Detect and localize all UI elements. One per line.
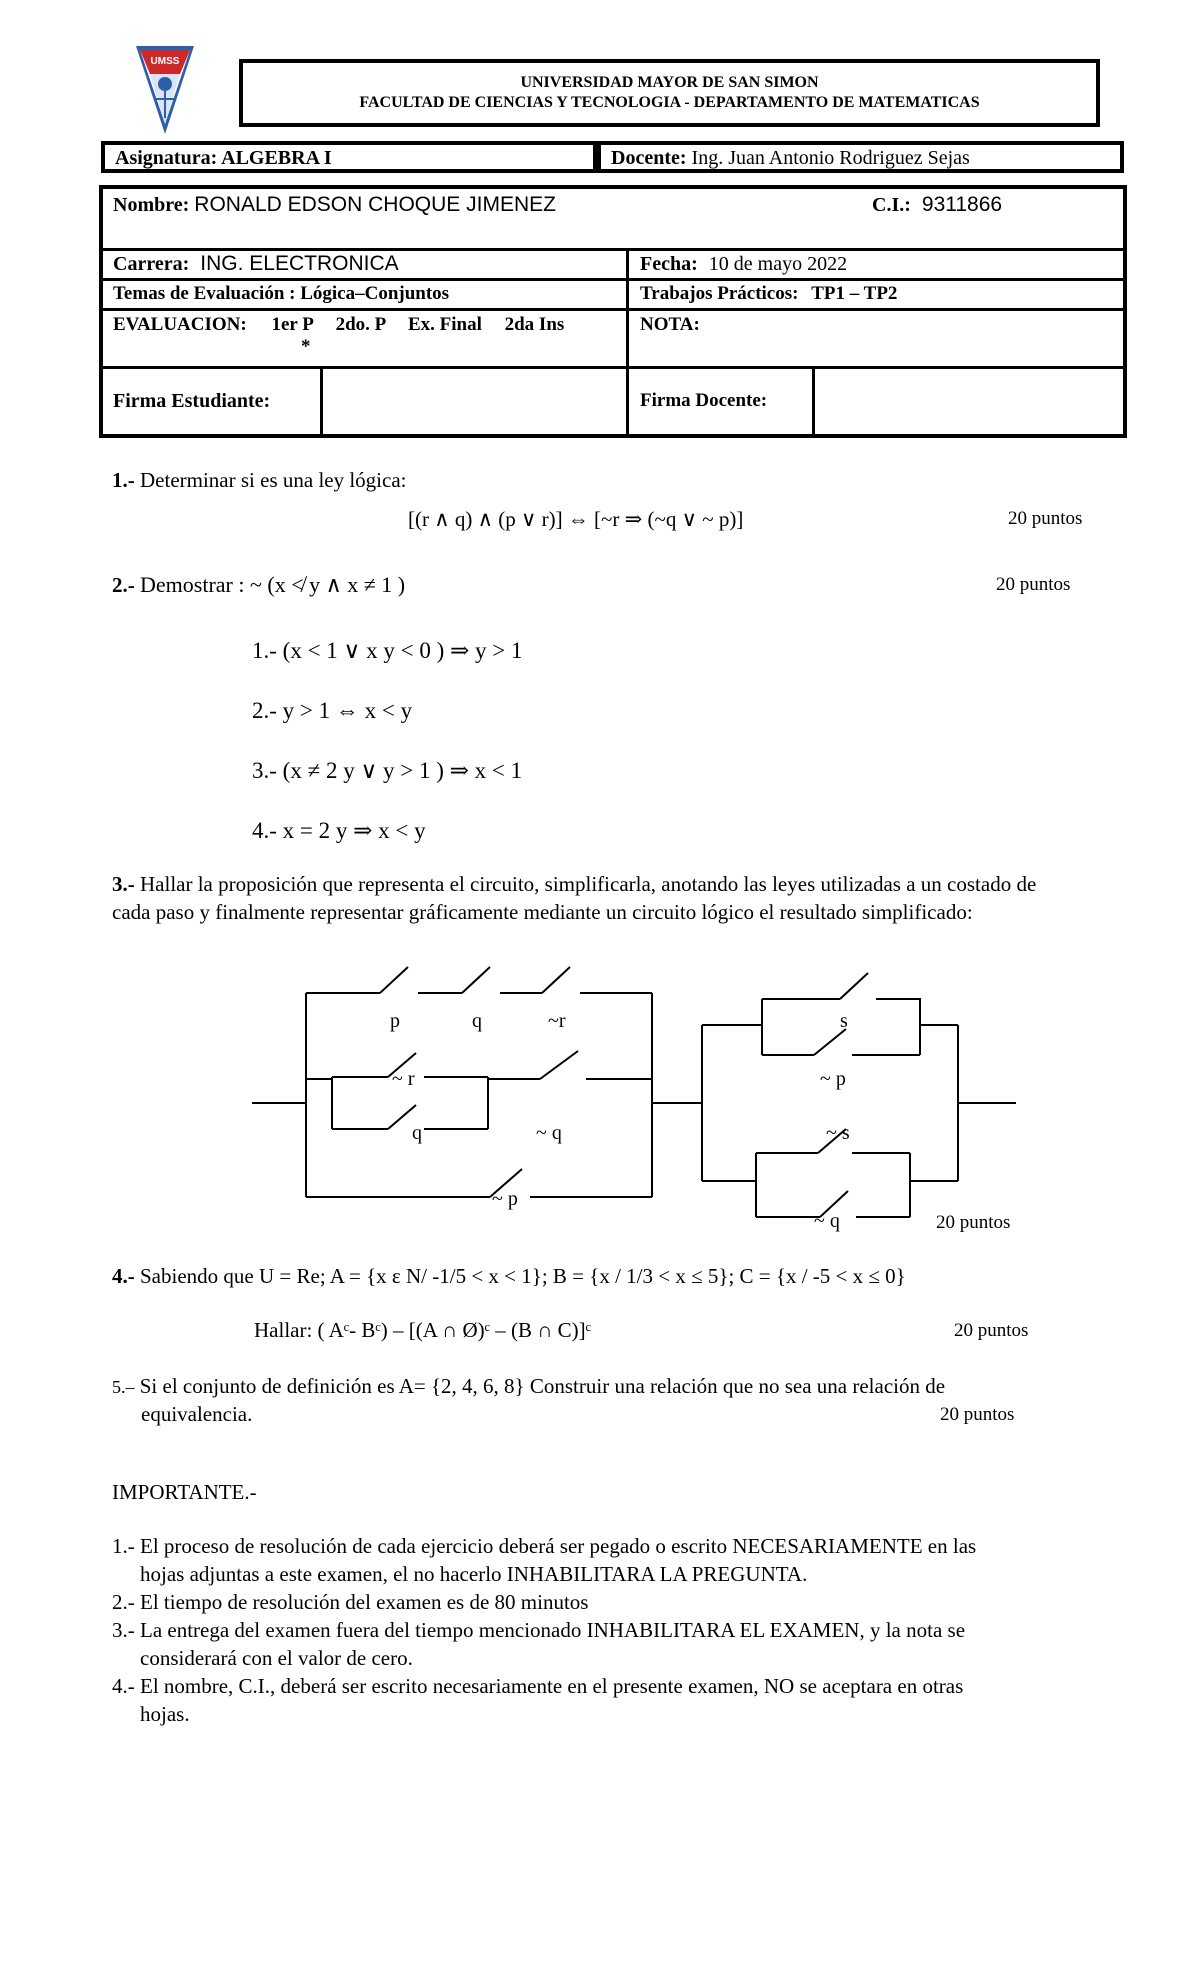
practicals-value: TP1 – TP2 xyxy=(811,283,898,304)
evaluation-row xyxy=(113,314,564,336)
question-text: Demostrar : ~ (x ≮ y ∧ x ≠ 1 ) xyxy=(140,572,406,597)
premise-3: 3.- (x ≠ 2 y ∨ y > 1 ) ⇒ x < 1 xyxy=(252,758,523,783)
important-list xyxy=(112,1532,1112,1728)
circuit-label: ~ s xyxy=(826,1122,850,1144)
teacher-value: Ing. Juan Antonio Rodriguez Sejas xyxy=(691,147,970,169)
eval-option: 2do. P xyxy=(335,314,386,335)
important-item: hojas. xyxy=(140,1702,190,1726)
ci-label: C.I.: xyxy=(872,194,911,216)
q4-find: Hallar: ( Aᶜ- Bᶜ) – [(A ∩ Ø)ᶜ – (B ∩ C)]ᶜ xyxy=(254,1318,592,1342)
topics: Temas de Evaluación : Lógica–Conjuntos xyxy=(113,283,450,304)
student-signature-label: Firma Estudiante: xyxy=(113,390,271,412)
important-item: 1.- El proceso de resolución de cada ejercicio deberá ser pegado o escrito NECESARIAMENTE en las xyxy=(112,1534,977,1558)
name-value: RONALD EDSON CHOQUE JIMENEZ xyxy=(194,193,556,216)
eval-option: Ex. Final xyxy=(407,314,482,335)
circuit-label: ~r xyxy=(548,1010,566,1032)
divider xyxy=(626,248,629,438)
career-label: Carrera: xyxy=(113,253,190,275)
name-label: Nombre: xyxy=(113,194,190,216)
ci-row xyxy=(872,193,1002,217)
divider xyxy=(99,366,1127,369)
divider xyxy=(99,308,1127,311)
important-item: 4.- El nombre, C.I., deberá ser escrito necesariamente en el presente examen, NO se aceptara en otras xyxy=(112,1674,964,1698)
teacher-label: Docente: xyxy=(611,147,687,169)
practicals-label: Trabajos Prácticos: xyxy=(640,283,799,304)
university-title: UNIVERSIDAD MAYOR DE SAN SIMON xyxy=(520,74,819,91)
date-row xyxy=(640,253,847,276)
q1-formula: [(r ∧ q) ∧ (p ∨ r)] ⇔ [~r ⇒ (~q ∨ ~ p)] xyxy=(408,507,744,531)
question-number: 1.- xyxy=(112,468,135,492)
faculty-title: FACULTAD DE CIENCIAS Y TECNOLOGIA - DEPARTAMENTO DE MATEMATICAS xyxy=(359,94,980,111)
q3-points: 20 puntos xyxy=(936,1212,1011,1233)
question-5 xyxy=(112,1374,945,1399)
career-row xyxy=(113,252,399,276)
subject-cell: Asignatura: ALGEBRA I xyxy=(101,141,597,173)
question-3 xyxy=(112,870,1072,926)
question-4 xyxy=(112,1264,906,1289)
circuit-label: ~ q xyxy=(814,1210,840,1232)
header-box xyxy=(239,59,1100,127)
question-number: 5.– xyxy=(112,1377,135,1397)
divider xyxy=(99,278,1127,281)
divider xyxy=(812,366,815,438)
q2-points: 20 puntos xyxy=(996,574,1071,595)
circuit-label: ~ q xyxy=(536,1122,562,1144)
university-logo xyxy=(134,44,196,136)
teacher-cell xyxy=(597,141,1124,173)
premise-2: 2.- y > 1 ⇔ x < y xyxy=(252,698,413,723)
practicals-row xyxy=(640,283,897,305)
divider xyxy=(99,248,1127,251)
question-text: Hallar la proposición que representa el circuito, simplificarla, anotando las leyes utilizadas a un costado de cada paso y finalmente representar gráficamente mediante un circuito lógico el resultado simplificado: xyxy=(112,872,1037,924)
circuit-label: s xyxy=(840,1010,848,1032)
circuit-label: ~ p xyxy=(492,1188,518,1210)
question-number: 3.- xyxy=(112,872,135,896)
important-item: 2.- El tiempo de resolución del examen es de 80 minutos xyxy=(112,1590,589,1614)
question-text: Si el conjunto de definición es A= {2, 4, 6, 8} Construir una relación que no sea una relación de xyxy=(139,1374,946,1398)
logic-circuit xyxy=(240,955,1040,1245)
premise-4: 4.- x = 2 y ⇒ x < y xyxy=(252,818,426,843)
q4-points: 20 puntos xyxy=(954,1320,1029,1341)
question-text: Sabiendo que U = Re; A = {x ε N/ -1/5 < x < 1}; B = {x / 1/3 < x ≤ 5}; C = {x / -5 < x ≤ 0} xyxy=(140,1264,906,1288)
teacher-signature-label: Firma Docente: xyxy=(640,390,768,411)
eval-option: 1er P xyxy=(271,314,313,335)
q5-text-continued: equivalencia. xyxy=(141,1402,253,1426)
important-item: hojas adjuntas a este examen, el no hacerlo INHABILITARA LA PREGUNTA. xyxy=(140,1562,808,1586)
grade-label: NOTA: xyxy=(640,314,700,335)
circuit-label: p xyxy=(390,1010,400,1032)
eval-mark: * xyxy=(301,336,311,357)
divider xyxy=(320,366,323,438)
name-row xyxy=(113,193,556,217)
circuit-label: q xyxy=(472,1010,482,1032)
date-label: Fecha: xyxy=(640,253,698,275)
question-text: Determinar si es una ley lógica: xyxy=(140,468,407,492)
question-number: 2.- xyxy=(112,573,135,597)
logo-text: UMSS xyxy=(150,56,180,67)
ci-value: 9311866 xyxy=(921,193,1003,216)
circuit-label: q xyxy=(412,1122,422,1144)
q5-points: 20 puntos xyxy=(940,1404,1015,1425)
question-2 xyxy=(112,572,405,598)
premise-1: 1.- (x < 1 ∨ x y < 0 ) ⇒ y > 1 xyxy=(252,638,523,663)
circuit-label: ~ p xyxy=(820,1068,846,1090)
important-item: considerará con el valor de cero. xyxy=(140,1646,413,1670)
q1-points: 20 puntos xyxy=(1008,508,1083,529)
evaluation-label: EVALUACION: xyxy=(113,314,247,335)
date-value: 10 de mayo 2022 xyxy=(708,253,848,275)
important-item: 3.- La entrega del examen fuera del tiempo mencionado INHABILITARA EL EXAMEN, y la nota se xyxy=(112,1618,966,1642)
career-value: ING. ELECTRONICA xyxy=(200,252,399,275)
circuit-label: ~ r xyxy=(392,1068,415,1090)
important-title: IMPORTANTE.- xyxy=(112,1480,257,1504)
question-1 xyxy=(112,468,407,493)
eval-option: 2da Ins xyxy=(504,314,565,335)
question-number: 4.- xyxy=(112,1264,135,1288)
